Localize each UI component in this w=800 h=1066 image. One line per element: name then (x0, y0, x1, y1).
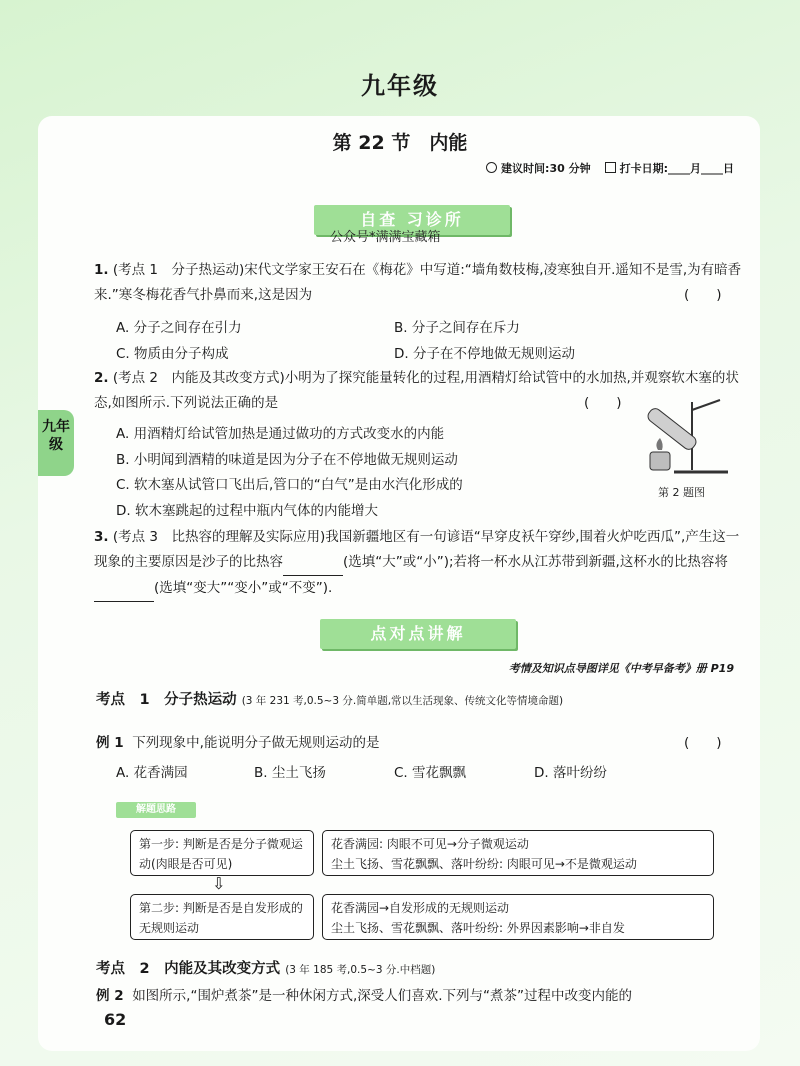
question-3 (94, 525, 742, 602)
q2-number: 2. (94, 370, 109, 386)
ex1-option-b: B. 尘土飞扬 (254, 765, 326, 781)
kp1-label: 考点 1 分子热运动 (96, 692, 237, 708)
ex2-text: 如图所示,“围炉煮茶”是一种休闲方式,深受人们喜欢.下列与“煮茶”过程中改变内能的 (132, 988, 633, 1004)
flow-step-1-result-line-1: 花香满园: 肉眼不可见→分子微观运动 (331, 837, 529, 851)
q2-text: (考点 2 内能及其改变方式)小明为了探究能量转化的过程,用酒精灯给试管中的水加热,并观察软木塞的状态,如图所示.下列说法正确的是 (94, 370, 739, 411)
flow-step-1: 第一步: 判断是否是分子微观运动(肉眼是否可见) (130, 830, 314, 876)
q3-part2: (选填“大”或“小”);若将一杯水从江苏带到新疆,这杯水的比热容将 (343, 554, 728, 570)
ex1-option-a: A. 花香满园 (116, 765, 188, 781)
reference-line: 考情及知识点导图详见《中考早备考》册 P19 (508, 662, 734, 675)
q1-option-b: B. 分子之间存在斥力 (394, 320, 520, 336)
q2-option-c: C. 软木塞从试管口飞出后,管口的“白气”是由水汽化形成的 (116, 477, 463, 493)
q3-part3: (选填“变大”“变小”或“不变”). (154, 580, 333, 596)
watermark-text: 公众号*满满宝藏箱 (330, 230, 441, 245)
checkin-date: 打卡日期:____月____日 (619, 162, 734, 175)
ex1-text: 下列现象中,能说明分子做无规则运动的是 (132, 735, 380, 751)
example-1 (96, 731, 379, 756)
suggested-time: 建议时间:30 分钟 (501, 162, 591, 175)
kp2-note: (3 年 185 考,0.5~3 分.中档题) (285, 964, 436, 976)
side-grade-tab: 九年级 (38, 410, 74, 476)
q3-number: 3. (94, 529, 109, 545)
q3-blank-2[interactable] (94, 576, 154, 602)
ex1-option-d: D. 落叶纷纷 (534, 765, 607, 781)
flow-step-2-result-line-2: 尘土飞扬、雪花飘飘、落叶纷纷: 外界因素影响→非自发 (331, 921, 625, 935)
q1-number: 1. (94, 262, 109, 278)
q1-option-c: C. 物质由分子构成 (116, 346, 229, 362)
down-arrow-icon: ⇩ (212, 874, 226, 893)
figure-caption: 第 2 题图 (658, 486, 705, 499)
flow-step-1-result (322, 830, 714, 876)
q3-part1: (考点 3 比热容的理解及实际应用)我国新疆地区有一句谚语“早穿皮袄午穿纱,围着火炉吃西瓜”,产生这一现象的主要原因是沙子的比热容 (94, 529, 740, 570)
kp2-heading (96, 957, 746, 978)
example-2 (96, 984, 746, 1009)
flow-step-2-result (322, 894, 714, 940)
checkin-block (605, 160, 734, 176)
q2-option-d: D. 软木塞跳起的过程中瓶内气体的内能增大 (116, 503, 378, 519)
test-tube-figure (634, 392, 734, 482)
grade-heading: 九年级 (361, 72, 439, 100)
question-1 (94, 258, 742, 308)
flow-step-1-result-line-2: 尘土飞扬、雪花飘飘、落叶纷纷: 肉眼可见→不是微观运动 (331, 857, 637, 871)
page-number: 62 (104, 1010, 127, 1029)
flow-step-2-result-line-1: 花香满园→自发形成的无规则运动 (331, 901, 510, 915)
solution-tag: 解题思路 (116, 802, 196, 818)
q3-blank-1[interactable] (283, 550, 343, 576)
q1-text: (考点 1 分子热运动)宋代文学家王安石在《梅花》中写道:“墙角数枝梅,凌寒独自开.遥知不是雪,为有暗香来.”寒冬梅花香气扑鼻而来,这是因为 (94, 262, 742, 303)
q1-option-d: D. 分子在不停地做无规则运动 (394, 346, 575, 362)
q2-answer-paren: ( ) (584, 395, 622, 411)
kp2-label: 考点 2 内能及其改变方式 (96, 961, 281, 977)
ex1-answer-paren: ( ) (684, 735, 722, 751)
q2-option-a: A. 用酒精灯给试管加热是通过做功的方式改变水的内能 (116, 426, 445, 442)
kp1-note: (3 年 231 考,0.5~3 分.简单题,常以生活现象、传统文化等情境命题) (241, 695, 564, 707)
q1-answer-paren: ( ) (684, 287, 722, 303)
calendar-icon (605, 162, 616, 173)
kp1-heading (96, 688, 746, 709)
meta-row (486, 160, 734, 176)
ex1-label: 例 1 (96, 735, 124, 751)
time-block (486, 160, 591, 176)
points-banner: 点对点讲解 (320, 619, 516, 649)
q2-option-b: B. 小明闻到酒精的味道是因为分子在不停地做无规则运动 (116, 452, 458, 468)
section-title: 第 22 节 内能 (332, 132, 468, 154)
clock-icon (486, 162, 497, 173)
ex1-option-c: C. 雪花飘飘 (394, 765, 467, 781)
ex2-label: 例 2 (96, 988, 124, 1004)
review-banner: 自查 习诊所 (314, 205, 510, 235)
q1-option-a: A. 分子之间存在引力 (116, 320, 242, 336)
flow-step-2: 第二步: 判断是否是自发形成的无规则运动 (130, 894, 314, 940)
